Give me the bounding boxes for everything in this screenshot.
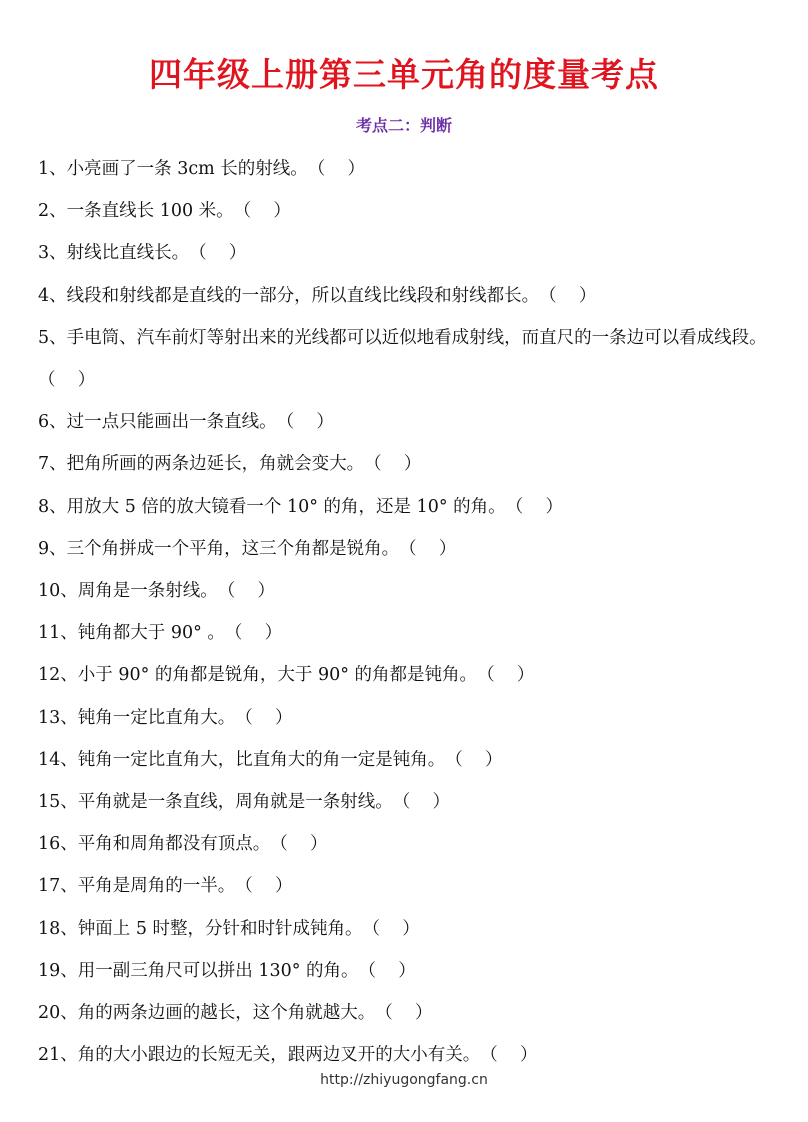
question-text: 18、钟面上 5 时整，分针和时针成钝角。 bbox=[38, 918, 363, 939]
answer-blank[interactable]: （ ） bbox=[307, 159, 366, 179]
question-text: 8、用放大 5 倍的放大镜看一个 10° 的角，还是 10° 的角。 bbox=[38, 496, 506, 517]
answer-blank[interactable]: （ ） bbox=[235, 876, 293, 897]
question-item bbox=[38, 570, 778, 612]
question-text: 6、过一点只能画出一条直线。 bbox=[38, 412, 277, 433]
question-text: 16、平角和周角都没有顶点。 bbox=[38, 834, 271, 855]
question-text: 10、周角是一条射线。 bbox=[38, 581, 218, 602]
footer-url: http://zhiyugongfang.cn bbox=[320, 1072, 488, 1088]
answer-blank[interactable]: （ ） bbox=[358, 960, 416, 981]
question-item bbox=[38, 232, 778, 274]
question-item bbox=[38, 443, 778, 485]
question-text: 9、三个角拼成一个平角，这三个角都是锐角。 bbox=[38, 538, 400, 559]
question-text: 19、用一副三角尺可以拼出 130° 的角。 bbox=[38, 960, 359, 981]
question-text: 17、平角是周角的一半。 bbox=[38, 876, 236, 897]
question-text: 21、角的大小跟边的长短无关，跟两边叉开的大小有关。 bbox=[38, 1045, 481, 1066]
question-text: 1、小亮画了一条 3cm 长的射线。 bbox=[38, 159, 308, 179]
answer-blank[interactable]: （ ） bbox=[399, 538, 457, 559]
question-text: 2、一条直线长 100 米。 bbox=[38, 201, 234, 222]
page-title: 四年级上册第三单元角的度量考点 bbox=[149, 55, 659, 94]
question-text: 7、把角所画的两条边延长，角就会变大。 bbox=[38, 454, 365, 475]
answer-blank[interactable]: （ ） bbox=[189, 243, 247, 264]
answer-blank[interactable]: （ ） bbox=[375, 1003, 433, 1024]
answer-blank[interactable]: （ ） bbox=[392, 792, 451, 813]
answer-blank[interactable]: （ ） bbox=[445, 749, 503, 770]
question-text: 13、钝角一定比直角大。 bbox=[38, 707, 236, 728]
answer-blank[interactable]: （ ） bbox=[480, 1045, 538, 1066]
question-text: 20、角的两条边画的越长，这个角就越大。 bbox=[38, 1003, 376, 1024]
section-subtitle: 考点二：判断 bbox=[355, 116, 452, 135]
question-item bbox=[38, 148, 778, 190]
question-item bbox=[38, 697, 778, 739]
question-item bbox=[38, 950, 778, 992]
answer-blank[interactable]: （ ） bbox=[362, 918, 420, 939]
question-item bbox=[38, 654, 778, 696]
answer-blank[interactable]: （ ） bbox=[477, 665, 535, 686]
question-item bbox=[38, 275, 778, 317]
answer-blank[interactable]: （ ） bbox=[38, 370, 96, 391]
answer-blank[interactable]: （ ） bbox=[224, 623, 283, 644]
question-item bbox=[38, 781, 778, 823]
question-item bbox=[38, 908, 778, 950]
answer-blank[interactable]: （ ） bbox=[270, 834, 328, 855]
question-item bbox=[38, 486, 778, 528]
question-text: 3、射线比直线长。 bbox=[38, 243, 190, 264]
question-item bbox=[38, 528, 778, 570]
answer-blank[interactable]: （ ） bbox=[505, 496, 563, 517]
question-item bbox=[38, 992, 778, 1034]
question-text: 4、线段和射线都是直线的一部分，所以直线比线段和射线都长。 bbox=[38, 285, 540, 306]
answer-blank[interactable]: （ ） bbox=[539, 285, 597, 306]
question-item bbox=[38, 190, 778, 232]
question-text: 11、钝角都大于 90° 。 bbox=[38, 623, 225, 644]
question-item bbox=[38, 317, 778, 401]
answer-blank[interactable]: （ ） bbox=[276, 412, 334, 433]
question-list bbox=[38, 148, 778, 1076]
question-text: 14、钝角一定比直角大，比直角大的角一定是钝角。 bbox=[38, 749, 446, 770]
question-text: 15、平角就是一条直线，周角就是一条射线。 bbox=[38, 792, 393, 813]
answer-blank[interactable]: （ ） bbox=[364, 454, 422, 475]
answer-blank[interactable]: （ ） bbox=[217, 581, 276, 602]
answer-blank[interactable]: （ ） bbox=[235, 707, 293, 728]
question-item bbox=[38, 401, 778, 443]
answer-blank[interactable]: （ ） bbox=[233, 201, 291, 222]
question-item bbox=[38, 612, 778, 654]
question-item bbox=[38, 823, 778, 865]
question-text: 12、小于 90° 的角都是锐角，大于 90° 的角都是钝角。 bbox=[38, 665, 478, 686]
question-item bbox=[38, 739, 778, 781]
question-item bbox=[38, 865, 778, 907]
question-text: 5、手电筒、汽车前灯等射出来的光线都可以近似地看成射线，而直尺的一条边可以看成线段。 bbox=[38, 327, 767, 348]
